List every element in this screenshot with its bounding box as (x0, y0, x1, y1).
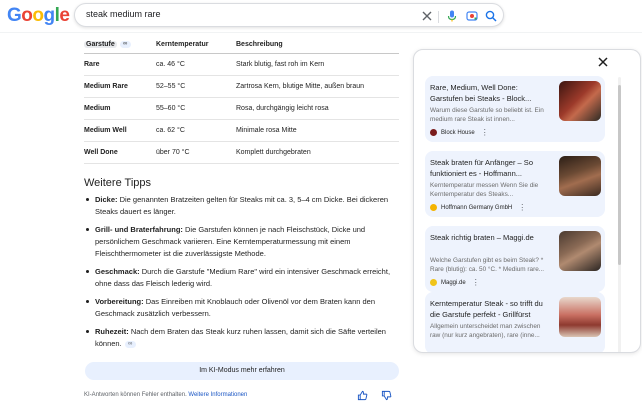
lens-camera-icon[interactable] (464, 8, 480, 24)
card-source (430, 128, 488, 137)
more-options-icon[interactable]: ⋮ (518, 203, 526, 212)
tip-text: Durch die Garstufe "Medium Rare" wird ein intensiver Geschmack erreicht, ohne dass das Fleisch lederig wird. (95, 267, 391, 288)
table-cell: über 70 °C (156, 141, 236, 163)
table-cell: Medium (84, 97, 156, 119)
card-thumbnail (559, 156, 601, 196)
link-icon[interactable]: ∞ (125, 341, 136, 348)
maggi-favicon-icon (430, 279, 437, 286)
card-title[interactable]: Steak braten für Anfänger – So funktioniert es - Hoffmann... (430, 158, 533, 178)
table-cell: ca. 62 °C (156, 119, 236, 141)
hoffmann-favicon-icon (430, 204, 437, 211)
card-source-label: Maggi.de (441, 279, 466, 286)
block-house-favicon-icon (430, 129, 437, 136)
table-cell: Stark blutig, fast roh im Kern (236, 53, 399, 75)
table-cell: Well Done (84, 141, 156, 163)
search-input[interactable]: steak medium rare (86, 9, 161, 19)
tips-heading: Weitere Tipps (84, 177, 152, 189)
search-box[interactable] (74, 3, 504, 27)
more-options-icon[interactable]: ⋮ (471, 278, 479, 287)
card-source-label: Block House (441, 129, 475, 136)
list-item (84, 326, 400, 350)
list-item (84, 296, 400, 320)
table-header: Kerntemperatur (156, 37, 236, 53)
card-title[interactable]: Rare, Medium, Well Done: Garstufen bei Steaks - Block... (430, 83, 532, 103)
source-card[interactable] (425, 151, 605, 217)
table-cell: 52–55 °C (156, 75, 236, 97)
table-cell: Medium Well (84, 119, 156, 141)
card-source (430, 203, 525, 212)
table-cell: Minimale rosa Mitte (236, 119, 399, 141)
tip-text: Die genannten Bratzeiten gelten für Steaks mit ca. 3, 5–4 cm Dicke. Bei dickeren Steaks dauert es länger. (95, 195, 389, 216)
table-header-row (84, 37, 399, 53)
table-cell: ca. 46 °C (156, 53, 236, 75)
logo-letter: o (21, 5, 33, 26)
card-snippet: Welche Garstufen gibt es beim Steak? * Rare (blutig): ca. 50 °C. * Medium rare... (430, 257, 545, 273)
scrollbar-thumb[interactable] (618, 85, 621, 265)
table-row (84, 97, 399, 119)
source-card[interactable] (425, 76, 605, 142)
sources-panel (413, 49, 641, 353)
disclaimer-text: KI-Antworten können Fehler enthalten. (84, 392, 187, 398)
table-row (84, 53, 399, 75)
thumbs-up-icon[interactable] (357, 390, 368, 401)
card-title[interactable]: Kerntemperatur Steak - so trifft du die Garstufe perfekt - Grillfürst (430, 299, 543, 319)
microphone-icon[interactable] (444, 8, 460, 24)
logo-letter: e (59, 5, 70, 26)
tips-list (84, 194, 400, 356)
link-icon[interactable]: ∞ (120, 41, 131, 48)
logo-letter: g (43, 5, 55, 26)
card-thumbnail (559, 81, 601, 121)
table-cell: 55–60 °C (156, 97, 236, 119)
card-snippet: Kerntemperatur messen Wenn Sie die Kerntemperatur des Steaks... (430, 182, 539, 198)
source-card[interactable] (425, 292, 605, 353)
clear-icon[interactable] (419, 8, 435, 24)
source-card[interactable] (425, 226, 605, 292)
tip-text: Nach dem Braten das Steak kurz ruhen lassen, damit sich die Säfte verteilen können. (95, 327, 386, 348)
logo-letter: o (32, 5, 44, 26)
search-icon[interactable] (483, 8, 499, 24)
table-row (84, 119, 399, 141)
list-item (84, 224, 400, 260)
ai-mode-button[interactable]: Im KI-Modus mehr erfahren (85, 362, 399, 380)
list-item (84, 194, 400, 218)
panel-scrollbar[interactable] (618, 77, 621, 353)
table-cell: Rosa, durchgängig leicht rosa (236, 97, 399, 119)
tip-text: Die Garstufen können je nach Fleischstück, Dicke und persönlichem Geschmack variieren. Eine Kerntemperaturmessung mit einem Fleischthermometer ist die zuverlässigste Methode. (95, 225, 366, 258)
thumbs-down-icon[interactable] (381, 390, 392, 401)
tip-label: Ruhezeit: (95, 327, 129, 336)
card-thumbnail (559, 297, 601, 337)
table-row (84, 75, 399, 97)
table-cell: Zartrosa Kern, blutige Mitte, außen braun (236, 75, 399, 97)
tip-text: Das Einreiben mit Knoblauch oder Olivenöl vor dem Braten kann den Geschmack zusätzlich verbessern. (95, 297, 376, 318)
list-item (84, 266, 400, 290)
table-row (84, 141, 399, 163)
footer-disclaimer (84, 392, 247, 398)
header-chip: Garstufe (86, 41, 115, 49)
close-icon[interactable] (597, 56, 609, 68)
table-header (84, 37, 156, 53)
logo-letter: G (7, 5, 22, 26)
card-snippet: Warum diese Garstufe so beliebt ist. Ein medium rare Steak ist innen... (430, 107, 544, 123)
header (0, 0, 642, 32)
logo-letter: l (54, 5, 60, 26)
more-options-icon[interactable]: ⋮ (480, 128, 488, 137)
table-header: Beschreibung (236, 37, 399, 53)
search-divider (438, 11, 439, 23)
tip-label: Dicke: (95, 195, 118, 204)
table-cell: Rare (84, 53, 156, 75)
table-cell: Medium Rare (84, 75, 156, 97)
card-source (430, 278, 479, 287)
card-title[interactable]: Steak richtig braten – Maggi.de (430, 233, 534, 242)
card-thumbnail (559, 231, 601, 271)
doneness-table (84, 37, 399, 164)
tip-label: Geschmack: (95, 267, 140, 276)
tip-label: Vorbereitung: (95, 297, 144, 306)
table-cell: Komplett durchgebraten (236, 141, 399, 163)
google-logo[interactable] (7, 5, 69, 27)
tip-label: Grill- und Braterfahrung: (95, 225, 183, 234)
card-source-label: Hoffmann Germany GmbH (441, 204, 513, 211)
card-snippet: Allgemein unterscheidet man zwischen raw (nur kurz angebraten), rare (inne... (430, 323, 541, 339)
learn-more-link[interactable]: Weitere Informationen (188, 392, 248, 398)
header-divider (0, 32, 642, 33)
